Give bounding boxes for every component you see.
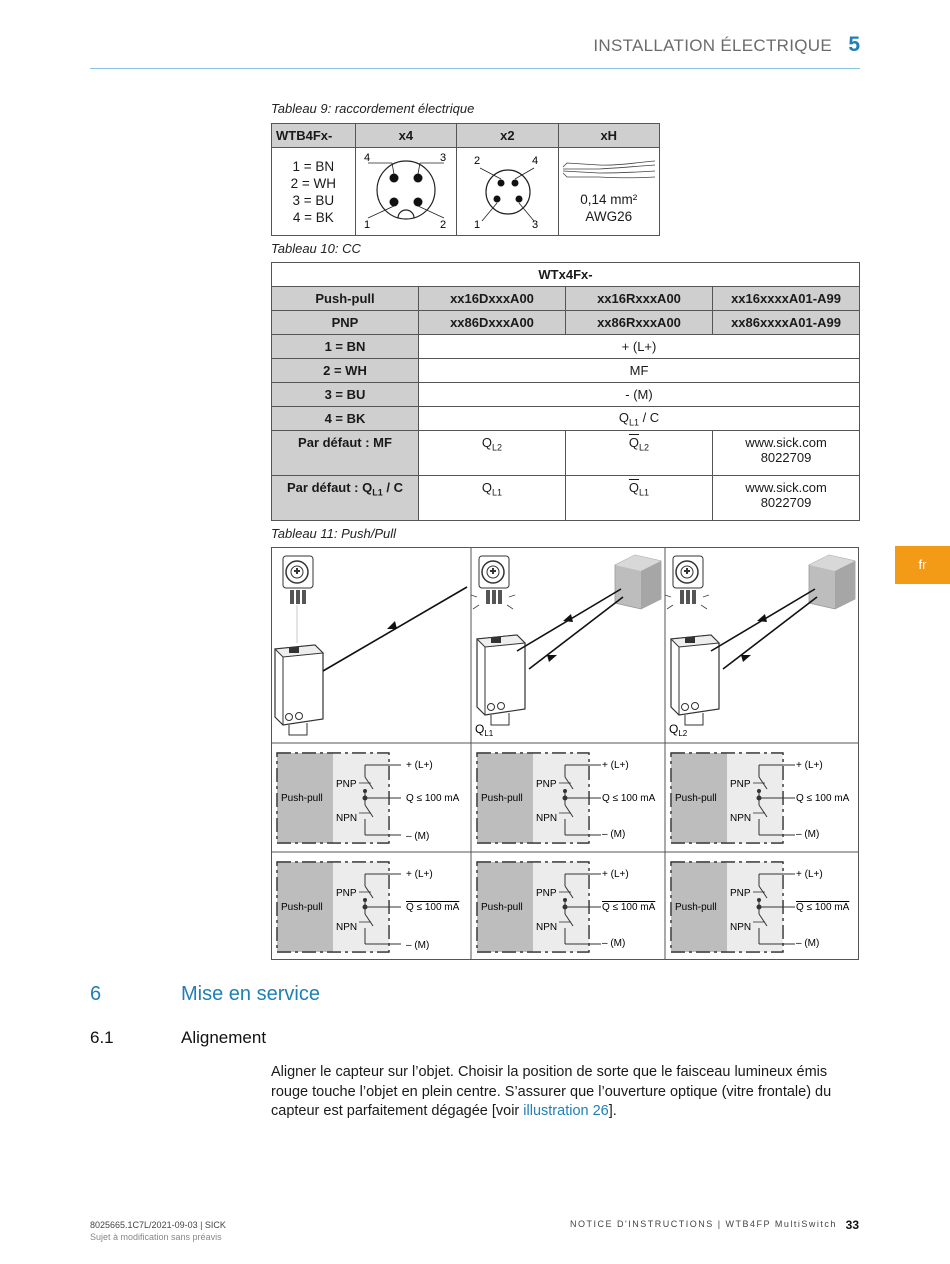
table9	[271, 123, 660, 236]
header-divider	[90, 68, 860, 69]
output-label: Q ≤ 100 mA	[602, 793, 656, 804]
x4-pin-label-2: 2	[440, 219, 447, 231]
plus-label: + (L+)	[796, 760, 823, 771]
q-subscript: L2	[492, 442, 503, 453]
table10-cell	[566, 476, 713, 521]
target-object-icon	[809, 555, 855, 609]
pin-4: 4 = BK	[292, 209, 334, 225]
table10-cell: xx16RxxxA00	[566, 287, 713, 311]
circuit-block-label: Push-pull	[675, 793, 717, 804]
plus-label: + (L+)	[602, 760, 629, 771]
npn-label: NPN	[336, 813, 358, 824]
xh-wire-size: 0,14 mm²	[580, 191, 638, 207]
x2-pin-label-1: 1	[473, 219, 480, 231]
push-pull-circuit	[277, 753, 460, 843]
table11	[271, 547, 859, 960]
table10-cell	[419, 476, 566, 521]
q-inverted-symbol: $\overline{Q}$	[628, 435, 640, 450]
footer-center: NOTICE D'INSTRUCTIONS | WTB4FP MultiSwitch	[570, 1219, 837, 1229]
table10-row-label: 4 = BK	[272, 407, 419, 431]
pin-1: 1 = BN	[292, 158, 335, 174]
x4-pin-label-3: 3	[440, 152, 447, 164]
table10-row-label: PNP	[272, 311, 419, 335]
output-label: Q ≤ 100 mA	[406, 902, 460, 913]
push-pull-circuit	[671, 753, 850, 843]
table9-x2-cell	[457, 148, 558, 236]
cable-leads-icon	[559, 159, 658, 189]
label-text: Par défaut : Q	[287, 480, 373, 495]
sensor-icon	[275, 645, 323, 735]
q-symbol: Q	[481, 435, 493, 450]
alignment-paragraph	[271, 1063, 861, 1122]
q-symbol: Q	[618, 409, 629, 425]
table10-cell: xx16DxxxA00	[419, 287, 566, 311]
x2-pin-label-4: 4	[531, 155, 538, 167]
q-suffix: / C	[638, 409, 660, 425]
minus-label: – (M)	[796, 938, 820, 949]
pnp-label: PNP	[730, 888, 751, 899]
push-pull-circuit-inverted	[477, 862, 656, 952]
x2-pin-label-3: 3	[531, 219, 538, 231]
part-code: 8022709	[760, 495, 812, 510]
pnp-label: PNP	[336, 779, 357, 790]
section-title: Mise en service	[181, 983, 320, 1005]
target-object-icon	[615, 555, 661, 609]
npn-label: NPN	[730, 813, 752, 824]
illustration-link[interactable]: illustration 26	[523, 1103, 609, 1119]
language-tab[interactable]: fr	[895, 546, 950, 584]
output-label: Q ≤ 100 mA	[406, 793, 460, 804]
running-header-chapter: 5	[848, 33, 860, 56]
paragraph-text-end: ].	[608, 1103, 617, 1119]
table10-cell: xx86xxxxA01-A99	[713, 311, 860, 335]
sensor-icon	[671, 635, 719, 725]
m8-4pin-connector-icon	[458, 148, 557, 232]
q-subscript: L1	[628, 417, 639, 428]
subsection-number: 6.1	[90, 1028, 114, 1047]
pnp-label: PNP	[536, 779, 557, 790]
circuit-block-label: Push-pull	[481, 902, 523, 913]
table10-row-label: Par défaut : MF	[272, 431, 419, 476]
table10-row-label: Push-pull	[272, 287, 419, 311]
table9-header-xh: xH	[558, 124, 659, 148]
circuit-block-label: Push-pull	[281, 793, 323, 804]
plus-label: + (L+)	[406, 869, 433, 880]
push-pull-circuit-inverted	[277, 862, 460, 952]
minus-label: – (M)	[406, 940, 430, 951]
subsection-title: Alignement	[181, 1028, 267, 1047]
q-subscript: L1	[639, 487, 650, 498]
table10	[271, 262, 860, 521]
output-label: Q ≤ 100 mA	[796, 902, 850, 913]
m12-4pin-connector-icon	[356, 148, 455, 232]
q-inverted-symbol: $\overline{Q}$	[628, 480, 640, 495]
push-pull-circuit-inverted	[671, 862, 850, 952]
table10-cell: - (M)	[419, 383, 860, 407]
plus-label: + (L+)	[406, 760, 433, 771]
circuit-block-label: Push-pull	[481, 793, 523, 804]
table10-cell	[566, 431, 713, 476]
npn-label: NPN	[336, 922, 358, 933]
q-subscript: L1	[372, 487, 383, 498]
table10-row-label: 3 = BU	[272, 383, 419, 407]
plus-label: + (L+)	[602, 869, 629, 880]
minus-label: – (M)	[796, 829, 820, 840]
paragraph-text: Aligner le capteur sur l’objet. Choisir la position de sorte que le faisceau lumineux émis rouge touche l’objet en plein centre. S’assurer que l’ouverture optique (vitre frontale) du capteur est parfaitement dégagée [voir	[271, 1064, 832, 1119]
npn-label: NPN	[536, 922, 558, 933]
output-label: Q ≤ 100 mA	[796, 793, 850, 804]
section-number: 6	[90, 983, 102, 1005]
table10-row-label: 2 = WH	[272, 359, 419, 383]
label-suffix: / C	[382, 480, 403, 495]
adjustment-knob-icon	[283, 556, 313, 604]
running-header-title: INSTALLATION ÉLECTRIQUE	[593, 36, 832, 55]
table9-pin-list	[272, 148, 356, 236]
output-label: Q ≤ 100 mA	[602, 902, 656, 913]
push-pull-circuit	[477, 753, 656, 843]
x4-pin-label-1: 1	[364, 219, 371, 231]
table10-cell: + (L+)	[419, 335, 860, 359]
npn-label: NPN	[536, 813, 558, 824]
pnp-label: PNP	[536, 888, 557, 899]
ql1-label: $Q_{L1}$	[475, 722, 494, 738]
xh-awg: AWG26	[585, 208, 633, 224]
table10-title: WTx4Fx-	[272, 263, 860, 287]
table11-caption: Tableau 11: Push/Pull	[271, 526, 397, 541]
doc-reference: 8025665.1C7L/2021-09-03 | SICK	[90, 1220, 226, 1230]
circuit-block-label: Push-pull	[675, 902, 717, 913]
table10-cell	[419, 407, 860, 431]
footer-left	[90, 1219, 226, 1243]
minus-label: – (M)	[406, 831, 430, 842]
npn-label: NPN	[730, 922, 752, 933]
sick-url[interactable]: www.sick.com	[745, 480, 827, 495]
q-subscript: L2	[639, 442, 650, 453]
disclaimer: Sujet à modification sans préavis	[90, 1232, 222, 1242]
q-symbol: Q	[481, 480, 493, 495]
part-code: 8022709	[760, 450, 812, 465]
table9-header-x4: x4	[355, 124, 456, 148]
sick-url[interactable]: www.sick.com	[745, 435, 827, 450]
table10-cell: xx86RxxxA00	[566, 311, 713, 335]
sensor-icon	[477, 635, 525, 725]
table10-row-label	[272, 476, 419, 521]
table10-cell	[713, 476, 860, 521]
minus-label: – (M)	[602, 938, 626, 949]
page-number: 33	[845, 1218, 859, 1232]
pin-2: 2 = WH	[290, 175, 337, 191]
table9-caption: Tableau 9: raccordement électrique	[271, 101, 475, 116]
table9-x4-cell	[355, 148, 456, 236]
plus-label: + (L+)	[796, 869, 823, 880]
circuit-block-label: Push-pull	[281, 902, 323, 913]
table10-cell: MF	[419, 359, 860, 383]
table10-cell	[713, 431, 860, 476]
q-subscript: L1	[492, 487, 503, 498]
table10-cell	[419, 431, 566, 476]
adjustment-knob-icon	[673, 556, 703, 604]
table9-header-x2: x2	[457, 124, 558, 148]
table9-xh-cell	[558, 148, 659, 236]
table9-header-model: WTB4Fx-	[272, 124, 356, 148]
adjustment-knob-icon	[479, 556, 509, 604]
ql2-label: $Q_{L2}$	[669, 722, 688, 738]
pin-3: 3 = BU	[292, 192, 335, 208]
x4-pin-label-4: 4	[364, 152, 371, 164]
table10-caption: Tableau 10: CC	[271, 241, 361, 256]
minus-label: – (M)	[602, 829, 626, 840]
table10-cell: xx86DxxxA00	[419, 311, 566, 335]
pnp-label: PNP	[730, 779, 751, 790]
table10-row-label: 1 = BN	[272, 335, 419, 359]
table10-cell: xx16xxxxA01-A99	[713, 287, 860, 311]
pnp-label: PNP	[336, 888, 357, 899]
push-pull-diagram	[271, 547, 859, 960]
x2-pin-label-2: 2	[473, 155, 480, 167]
